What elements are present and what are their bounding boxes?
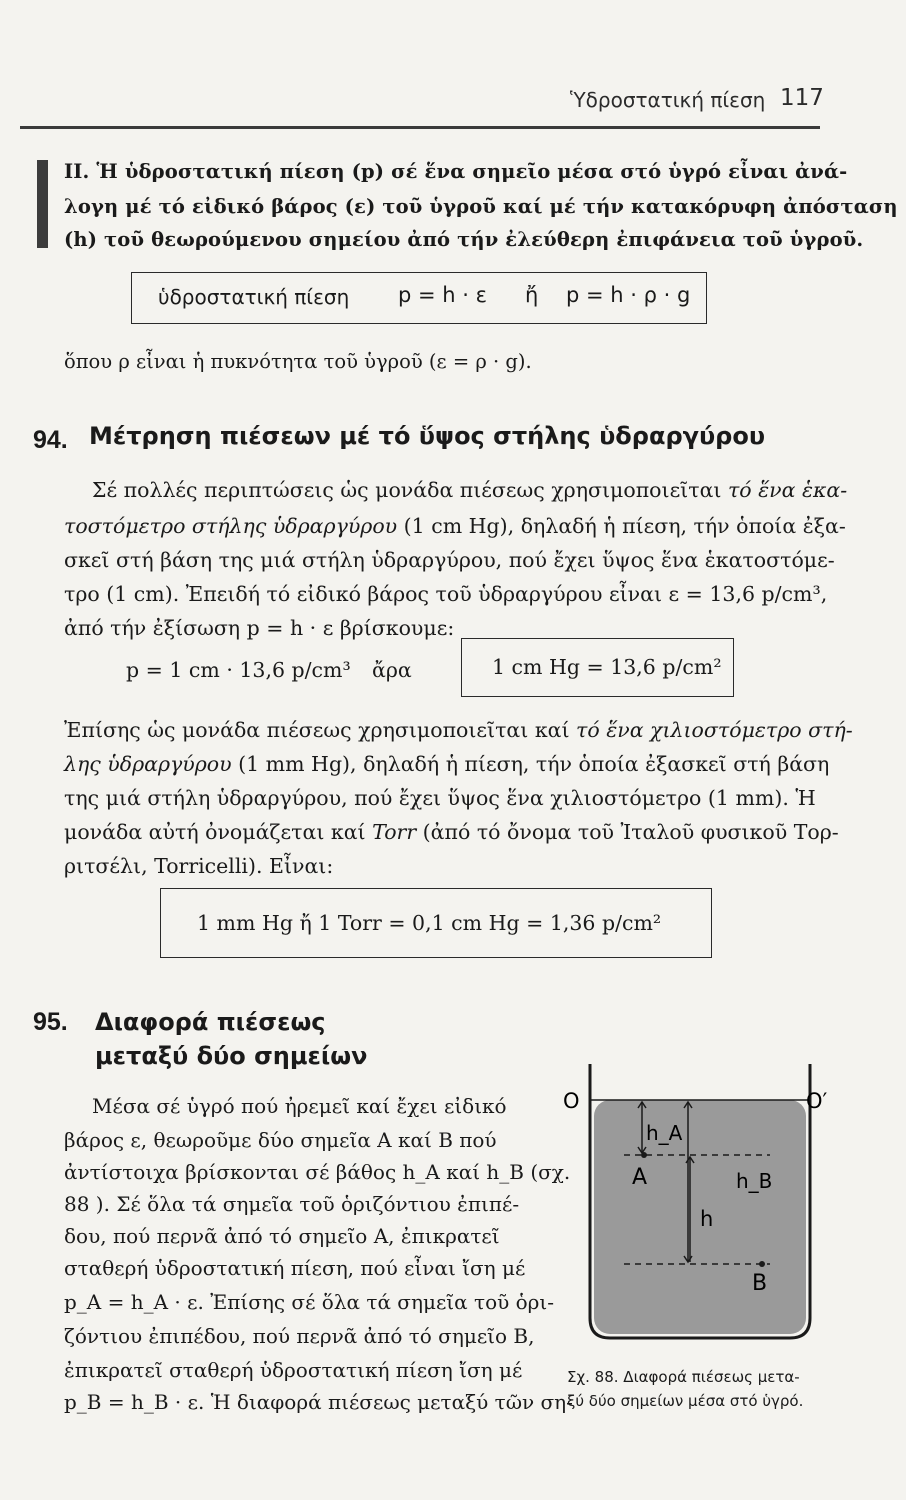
label-O-prime: O′ — [806, 1089, 828, 1113]
label-O: O — [563, 1089, 580, 1113]
section-94-number: 94. — [33, 426, 68, 454]
point-A — [641, 1152, 647, 1158]
density-note: ὅπου ρ εἶναι ἡ πυκνότητα τοῦ ὑγροῦ (ε = ρ · g). — [64, 350, 532, 373]
torr-definition-text: 1 mm Hg ἤ 1 Torr = 0,1 cm Hg = 1,36 p/cm² — [197, 911, 662, 935]
s94-p1-line-3: σκεῖ στή βάση της μιά στήλη ὑδραργύρου, πού ἔχει ὕψος ἕνα ἑκατοστόμε- — [64, 548, 835, 572]
s95-line-6: σταθερή ὑδροστατική πίεση, πού εἶναι ἴση μέ — [64, 1256, 526, 1280]
s95-line-7: p_A = h_A · ε. Ἐπίσης σέ ὅλα τά σημεῖα τοῦ ὁρι- — [64, 1290, 555, 1314]
equation-p-1cm: p = 1 cm · 13,6 p/cm³ — [126, 658, 351, 682]
section-94-title: Μέτρηση πιέσεων μέ τό ὕψος στήλης ὑδραργύρου — [89, 422, 766, 450]
figure-caption-line-2: ξύ δύο σημείων μέσα στό ὑγρό. — [567, 1392, 804, 1410]
s94-p2-line-2: λης ὑδραργύρου (1 mm Hg), δηλαδή ἡ πίεση, τήν ὁποία ἐξασκεῖ στή βάση — [64, 752, 830, 776]
s94-p1-line-5: ἀπό τήν ἐξίσωση p = h · ε βρίσκουμε: — [64, 616, 455, 640]
running-header-title: Ὑδροστατική πίεση — [570, 88, 766, 112]
point-B — [759, 1261, 765, 1267]
formula-label: ὑδροστατική πίεση — [158, 285, 350, 309]
s95-line-8: ζόντιου ἐπιπέδου, πού περνᾶ ἀπό τό σημεῖο Β, — [64, 1324, 535, 1348]
cmhg-result-box — [461, 638, 734, 697]
law-line-2: λογη μέ τό εἰδικό βάρος (ε) τοῦ ὑγροῦ καί μέ τήν κατακόρυφη ἀπόσταση — [64, 195, 898, 218]
label-hA: h_A — [646, 1121, 683, 1145]
formula-p-h-epsilon: p = h · ε — [398, 283, 487, 307]
s94-p1-line-2: τοστόμετρο στήλης ὑδραργύρου (1 cm Hg), δηλαδή ἡ πίεση, τήν ὁποία ἐξα- — [64, 514, 846, 538]
s94-p2-line-5: ριτσέλι, Torricelli). Εἶναι: — [64, 854, 334, 878]
s95-line-5: δου, πού περνᾶ ἀπό τό σημεῖο Α, ἐπικρατεῖ — [64, 1224, 500, 1248]
header-rule — [20, 126, 820, 129]
s95-line-4: 88 ). Σέ ὅλα τά σημεῖα τοῦ ὁριζόντιου ἐπιπέ- — [64, 1192, 520, 1216]
s94-p1-line-1: Σέ πολλές περιπτώσεις ὡς μονάδα πιέσεως χρησιμοποιεῖται τό ἕνα ἑκα- — [92, 478, 848, 502]
formula-or: ἤ — [525, 283, 539, 307]
s94-p2-line-3: της μιά στήλη ὑδραργύρου, πού ἔχει ὕψος ἕνα χιλιοστόμετρο (1 mm). Ἡ — [64, 786, 816, 810]
s95-line-1: Μέσα σέ ὑγρό πού ἠρεμεῖ καί ἔχει εἰδικό — [92, 1094, 507, 1118]
label-A: A — [632, 1165, 648, 1190]
s94-p2-line-4: μονάδα αὐτή ὀνομάζεται καί Torr (ἀπό τό ὄνομα τοῦ Ἰταλοῦ φυσικοῦ Τορ- — [64, 820, 839, 844]
formula-p-h-rho-g: p = h · ρ · g — [566, 283, 691, 307]
law-line-3: (h) τοῦ θεωρούμενου σημείου ἀπό τήν ἐλεύθερη ἐπιφάνεια τοῦ ὑγροῦ. — [64, 228, 864, 251]
s95-line-9: ἐπικρατεῖ σταθερή ὑδροστατική πίεση ἴση μέ — [64, 1358, 523, 1382]
label-B: B — [752, 1271, 768, 1296]
torr-definition-box — [160, 888, 712, 958]
figure-88-diagram — [560, 1060, 850, 1360]
section-95-title-line-2: μεταξύ δύο σημείων — [95, 1042, 368, 1070]
figure-caption-line-1: Σχ. 88. Διαφορά πιέσεως μετα- — [567, 1368, 800, 1386]
hydrostatic-formula-box — [131, 272, 707, 324]
page-number: 117 — [780, 85, 824, 111]
section-95-title-line-1: Διαφορά πιέσεως — [95, 1008, 326, 1036]
cmhg-result-text: 1 cm Hg = 13,6 p/cm² — [492, 655, 722, 679]
s94-p1-line-4: τρο (1 cm). Ἐπειδή τό εἰδικό βάρος τοῦ ὑδραργύρου εἶναι ε = 13,6 p/cm³, — [64, 582, 828, 606]
section-95-number: 95. — [33, 1008, 68, 1036]
s95-line-3: ἀντίστοιχα βρίσκονται σέ βάθος h_A καί h_B (σχ. — [64, 1160, 571, 1184]
label-hB: h_B — [736, 1169, 773, 1193]
s94-p2-line-1: Ἐπίσης ὡς μονάδα πιέσεως χρησιμοποιεῖται καί τό ἕνα χιλιοστόμετρο στή- — [64, 718, 853, 742]
equation-ara: ἄρα — [372, 658, 412, 682]
s95-line-10: p_B = h_B · ε. Ἡ διαφορά πιέσεως μεταξύ τῶν ση- — [64, 1390, 573, 1414]
law-line-1: ΙΙ. Ἡ ὑδροστατική πίεση (p) σέ ἕνα σημεῖο μέσα στό ὑγρό εἶναι ἀνά- — [64, 160, 848, 183]
s95-line-2: βάρος ε, θεωροῦμε δύο σημεῖα Α καί Β πού — [64, 1128, 497, 1152]
margin-marker-bar — [37, 160, 48, 248]
label-h: h — [700, 1207, 714, 1231]
